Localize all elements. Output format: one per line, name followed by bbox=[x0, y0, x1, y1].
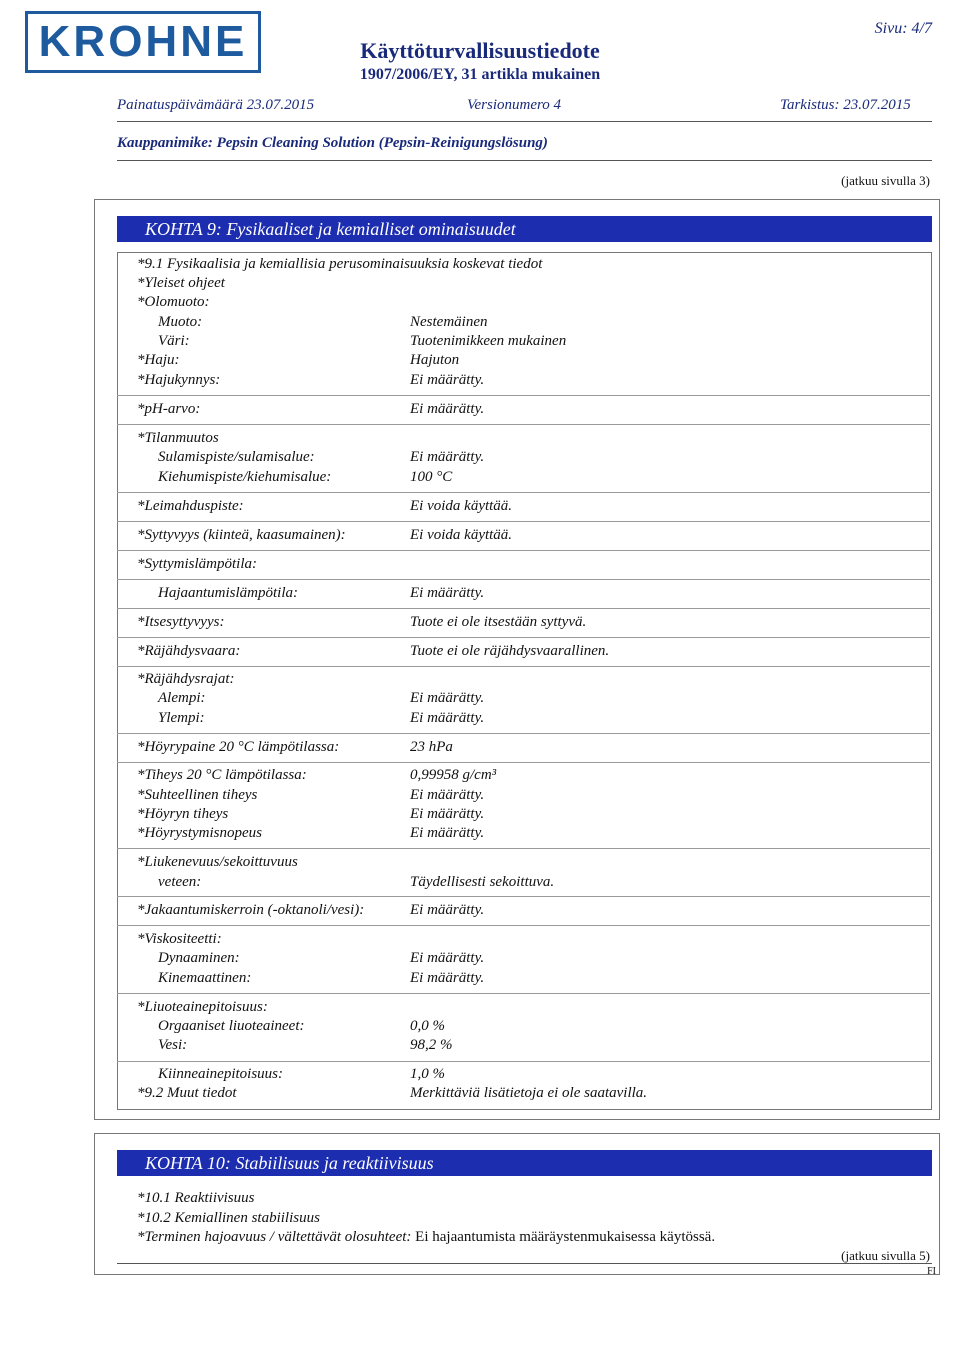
row-value: Ei määrätty. bbox=[410, 806, 485, 822]
row-value: Ei voida käyttää. bbox=[410, 527, 513, 543]
row-label: Muoto: bbox=[158, 314, 203, 330]
subsection-10-2: *10.2 Kemiallinen stabiilisuus bbox=[137, 1210, 320, 1226]
language-code: FI bbox=[927, 1266, 936, 1277]
row-value: Ei määrätty. bbox=[410, 372, 485, 388]
row-value: Ei määrätty. bbox=[410, 825, 485, 841]
subsection-9-1-title: *9.1 Fysikaalisia ja kemiallisia perusominaisuuksia koskevat tiedot bbox=[137, 256, 543, 272]
row-value: 23 hPa bbox=[410, 739, 453, 755]
row-value: Ei määrätty. bbox=[410, 690, 485, 706]
row-divider bbox=[117, 925, 930, 926]
row-divider bbox=[117, 395, 930, 396]
row-label: *Liukenevuus/sekoittuvuus bbox=[137, 854, 298, 870]
row-divider bbox=[117, 993, 930, 994]
row-label: *Räjähdysvaara: bbox=[137, 643, 241, 659]
row-label: *Tilanmuutos bbox=[137, 430, 219, 446]
row-label: *Itsesyttyvyys: bbox=[137, 614, 225, 630]
row-value: Hajuton bbox=[410, 352, 460, 368]
header-divider bbox=[117, 121, 932, 122]
row-label: Kiinneainepitoisuus: bbox=[158, 1066, 283, 1082]
row-value: Ei määrätty. bbox=[410, 585, 485, 601]
row-label: *Hajukynnys: bbox=[137, 372, 221, 388]
row-label: *9.2 Muut tiedot bbox=[137, 1085, 237, 1101]
page-number: Sivu: 4/7 bbox=[874, 20, 932, 37]
row-divider bbox=[117, 1061, 930, 1062]
print-date: Painatuspäivämäärä 23.07.2015 bbox=[117, 97, 315, 113]
row-label: Ylempi: bbox=[158, 710, 205, 726]
row-label: *Räjähdysrajat: bbox=[137, 671, 235, 687]
row-value: Ei määrätty. bbox=[410, 710, 485, 726]
row-divider bbox=[117, 608, 930, 609]
row-label: Kiehumispiste/kiehumisalue: bbox=[158, 469, 332, 485]
row-label: *Höyryn tiheys bbox=[137, 806, 229, 822]
row-divider bbox=[117, 848, 930, 849]
row-label: Väri: bbox=[158, 333, 190, 349]
row-label: Hajaantumislämpötila: bbox=[158, 585, 299, 601]
row-value: Nestemäinen bbox=[410, 314, 488, 330]
row-value: Tuote ei ole itsestään syttyvä. bbox=[410, 614, 587, 630]
trade-name: Kauppanimike: Pepsin Cleaning Solution (Pepsin-Reinigungslösung) bbox=[117, 135, 548, 151]
row-label: Alempi: bbox=[158, 690, 206, 706]
row-label: *Viskositeetti: bbox=[137, 931, 222, 947]
row-label: *Syttyvyys (kiinteä, kaasumainen): bbox=[137, 527, 346, 543]
row-value: Täydellisesti sekoittuva. bbox=[410, 874, 555, 890]
row-divider bbox=[117, 762, 930, 763]
row-label: *Höyrystymisnopeus bbox=[137, 825, 262, 841]
logo-text: KROHNE bbox=[38, 17, 248, 66]
row-value: Ei määrätty. bbox=[410, 970, 485, 986]
row-label: Dynaaminen: bbox=[158, 950, 240, 966]
revision-date: Tarkistus: 23.07.2015 bbox=[780, 97, 911, 113]
row-divider bbox=[117, 896, 930, 897]
thermal-decomposition-value: Ei hajaantumista määräystenmukaisessa käytössä. bbox=[415, 1229, 716, 1245]
version-number: Versionumero 4 bbox=[467, 97, 562, 113]
krohne-logo bbox=[25, 11, 261, 73]
row-value: Tuote ei ole räjähdysvaarallinen. bbox=[410, 643, 610, 659]
row-label: Vesi: bbox=[158, 1037, 188, 1053]
row-divider bbox=[117, 550, 930, 551]
row-label: *Syttymislämpötila: bbox=[137, 556, 257, 572]
section-9-heading: KOHTA 9: Fysikaaliset ja kemialliset ominaisuudet bbox=[117, 216, 932, 242]
row-value: Merkittäviä lisätietoja ei ole saatavilla. bbox=[410, 1085, 648, 1101]
row-label: *Suhteellinen tiheys bbox=[137, 787, 258, 803]
general-info-label: *Yleiset ohjeet bbox=[137, 275, 225, 291]
row-value: 0,0 % bbox=[410, 1018, 445, 1034]
row-value: 0,99958 g/cm³ bbox=[410, 767, 497, 783]
appearance-label: *Olomuoto: bbox=[137, 294, 210, 310]
row-value: Ei voida käyttää. bbox=[410, 498, 513, 514]
row-value: Ei määrätty. bbox=[410, 950, 485, 966]
continued-to: (jatkuu sivulla 5) bbox=[841, 1248, 930, 1263]
row-label: *Haju: bbox=[137, 352, 180, 368]
row-label: *Höyrypaine 20 °C lämpötilassa: bbox=[137, 739, 340, 755]
row-divider bbox=[117, 666, 930, 667]
section-10-heading: KOHTA 10: Stabiilisuus ja reaktiivisuus bbox=[117, 1150, 932, 1176]
row-label: *pH-arvo: bbox=[137, 401, 201, 417]
row-value: Ei määrätty. bbox=[410, 787, 485, 803]
footer-divider bbox=[117, 1263, 932, 1264]
row-divider bbox=[117, 492, 930, 493]
row-divider bbox=[117, 579, 930, 580]
row-label: Kinemaattinen: bbox=[158, 970, 252, 986]
row-label: *Leimahduspiste: bbox=[137, 498, 244, 514]
row-divider bbox=[117, 521, 930, 522]
row-label: Orgaaniset liuoteaineet: bbox=[158, 1018, 305, 1034]
row-value: Ei määrätty. bbox=[410, 902, 485, 918]
row-divider bbox=[117, 733, 930, 734]
continued-from: (jatkuu sivulla 3) bbox=[841, 173, 930, 188]
thermal-decomposition-label: *Terminen hajoavuus / vältettävät olosuhteet: bbox=[137, 1229, 412, 1245]
row-value: Ei määrätty. bbox=[410, 401, 485, 417]
row-value: Tuotenimikkeen mukainen bbox=[410, 333, 567, 349]
document-title: Käyttöturvallisuustiedote bbox=[360, 38, 600, 63]
row-divider bbox=[117, 637, 930, 638]
row-value: Ei määrätty. bbox=[410, 449, 485, 465]
row-label: Sulamispiste/sulamisalue: bbox=[158, 449, 315, 465]
row-divider bbox=[117, 424, 930, 425]
document-subtitle: 1907/2006/EY, 31 artikla mukainen bbox=[359, 66, 601, 83]
row-value: 1,0 % bbox=[410, 1066, 445, 1082]
row-label: *Tiheys 20 °C lämpötilassa: bbox=[137, 767, 307, 783]
row-value: 100 °C bbox=[410, 469, 453, 485]
tradename-divider bbox=[117, 160, 932, 161]
row-label: *Liuoteainepitoisuus: bbox=[137, 999, 268, 1015]
row-label: *Jakaantumiskerroin (-oktanoli/vesi): bbox=[137, 902, 365, 918]
subsection-10-1: *10.1 Reaktiivisuus bbox=[137, 1190, 255, 1206]
row-value: 98,2 % bbox=[410, 1037, 453, 1053]
thermal-decomposition bbox=[137, 1229, 715, 1246]
row-label: veteen: bbox=[158, 874, 202, 890]
